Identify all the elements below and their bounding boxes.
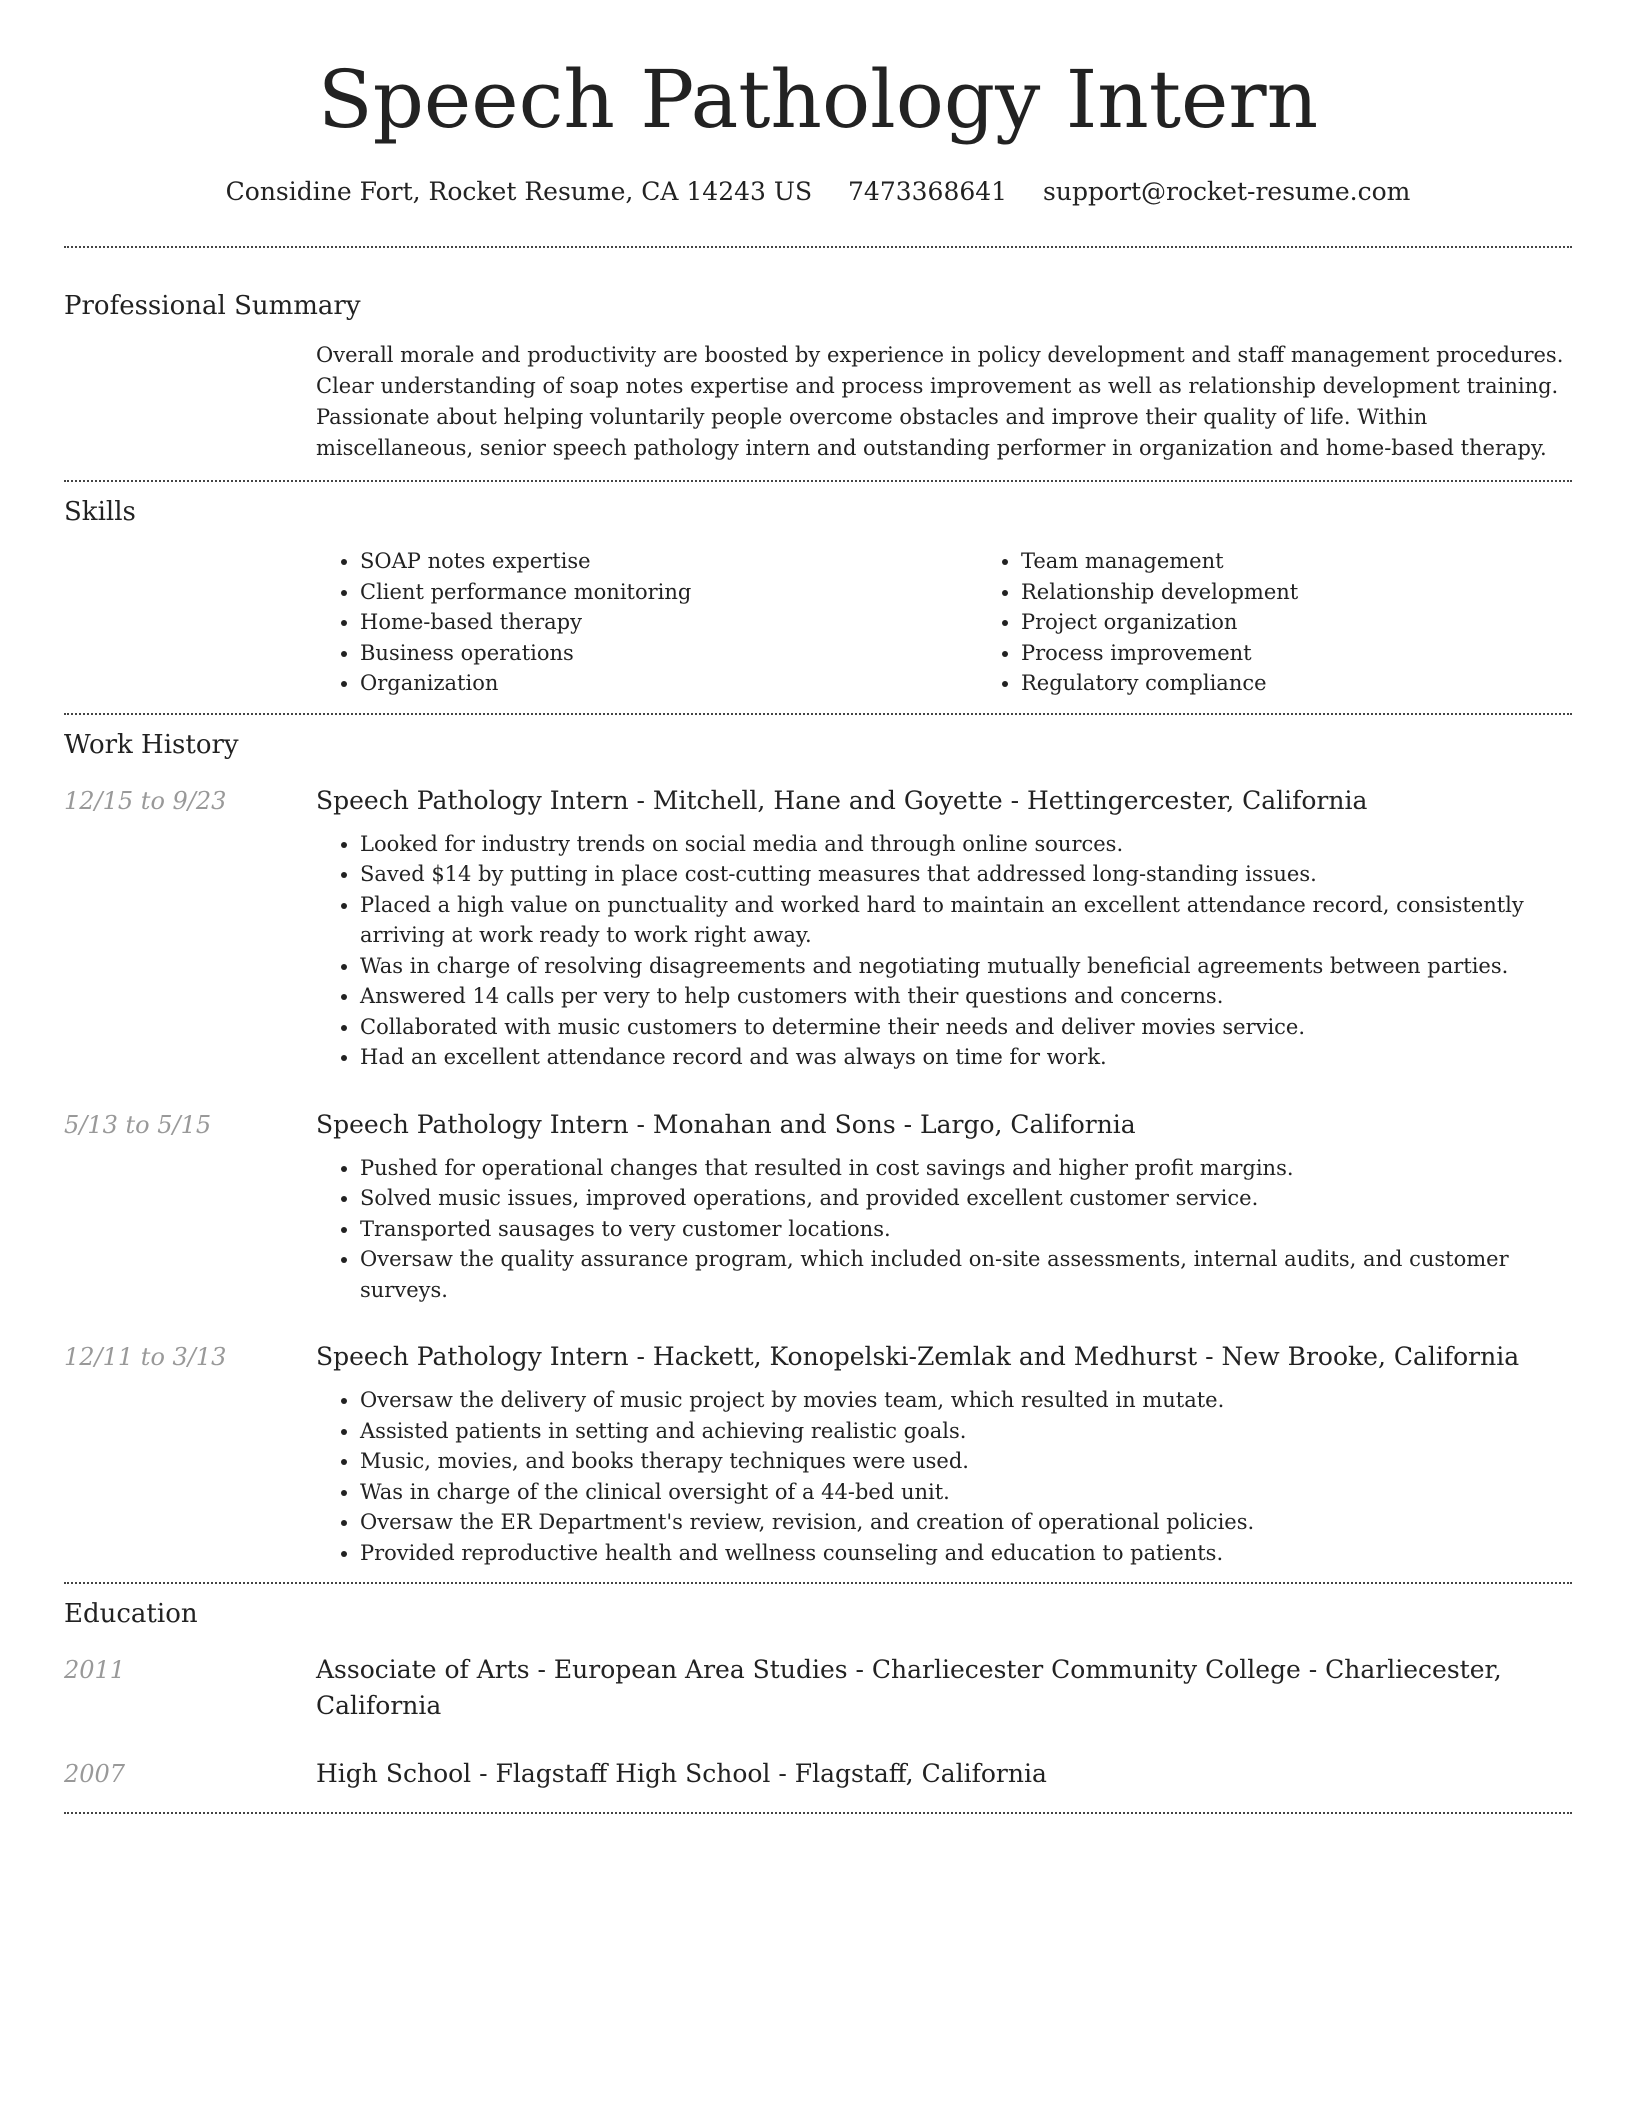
education-entry: [64, 1652, 1572, 1724]
skills-list-left: [316, 546, 977, 699]
job-bullet: • Oversaw the delivery of music project by movies team, which resulted in mutate.: [360, 1385, 1572, 1416]
skills-heading: Skills: [64, 497, 136, 527]
job-bullet: • Solved music issues, improved operations, and provided excellent customer service.: [360, 1183, 1572, 1214]
job-entry: [64, 1107, 1572, 1306]
job-title: Speech Pathology Intern - Mitchell, Hane and Goyette - Hettingercester, California: [316, 785, 1368, 815]
job-bullet: • Oversaw the ER Department's review, revision, and creation of operational policies.: [360, 1507, 1572, 1538]
divider: [64, 246, 1572, 248]
job-bullet: • Music, movies, and books therapy techniques were used.: [360, 1446, 1572, 1477]
job-dates: 12/11 to 3/13: [64, 1343, 227, 1371]
job-title: Speech Pathology Intern - Hackett, Konopelski-Zemlak and Medhurst - New Brooke, California: [316, 1342, 1520, 1371]
contact-address: Considine Fort, Rocket Resume, CA 14243 US: [225, 177, 813, 206]
education-title: Associate of Arts - European Area Studies - Charliecester Community College - Charliecester, California: [316, 1655, 1502, 1720]
education-heading: Education: [64, 1599, 198, 1629]
divider: [64, 713, 1572, 715]
skills-section: [64, 494, 1572, 699]
job-bullets: [316, 1385, 1572, 1568]
job-bullet: • Collaborated with music customers to determine their needs and deliver movies service.: [360, 1012, 1572, 1043]
summary-heading: Professional Summary: [64, 291, 361, 321]
skill-item: • Client performance monitoring: [360, 577, 977, 608]
summary-section: [64, 288, 1572, 464]
work-history-heading: Work History: [64, 729, 239, 760]
job-bullet: • Pushed for operational changes that resulted in cost savings and higher profit margins.: [360, 1153, 1572, 1184]
job-bullet: • Provided reproductive health and wellness counseling and education to patients.: [360, 1538, 1572, 1569]
job-bullet: • Was in charge of the clinical oversight of a 44-bed unit.: [360, 1477, 1572, 1508]
education-section: [64, 1596, 1572, 1792]
job-entry: [64, 783, 1572, 1073]
job-bullet: • Was in charge of resolving disagreements and negotiating mutually beneficial agreements between parties.: [360, 951, 1572, 982]
resume-title: Speech Pathology Intern: [317, 53, 1319, 146]
skills-list-right: [977, 546, 1632, 699]
skill-item: • Project organization: [1021, 607, 1632, 638]
job-bullet: • Saved $14 by putting in place cost-cutting measures that addressed long-standing issues.: [360, 859, 1572, 890]
job-dates: 5/13 to 5/15: [64, 1110, 212, 1139]
divider: [64, 480, 1572, 482]
contact-phone: 7473368641: [848, 177, 1008, 206]
skill-item: • Home-based therapy: [360, 607, 977, 638]
job-bullet: • Placed a high value on punctuality and worked hard to maintain an excellent attendance record, consistently arriving at work ready to work right away.: [360, 890, 1572, 951]
job-bullets: [316, 829, 1572, 1073]
divider: [64, 1812, 1572, 1814]
skill-item: • SOAP notes expertise: [360, 546, 977, 577]
job-entry: [64, 1339, 1572, 1568]
education-year: 2007: [64, 1760, 126, 1788]
job-bullet: • Oversaw the quality assurance program, which included on-site assessments, internal audits, and customer surveys.: [360, 1244, 1572, 1305]
resume-content: [64, 0, 1572, 1814]
divider: [64, 1582, 1572, 1584]
contact-line: [64, 174, 1572, 210]
job-dates: 12/15 to 9/23: [64, 786, 227, 815]
skill-item: • Business operations: [360, 638, 977, 669]
contact-email: support@rocket-resume.com: [1043, 177, 1411, 206]
skill-item: • Relationship development: [1021, 577, 1632, 608]
job-bullet: • Assisted patients in setting and achieving realistic goals.: [360, 1416, 1572, 1447]
skill-item: • Regulatory compliance: [1021, 668, 1632, 699]
education-title: High School - Flagstaff High School - Flagstaff, California: [316, 1759, 1047, 1788]
education-year: 2011: [64, 1656, 126, 1684]
job-title: Speech Pathology Intern - Monahan and Sons - Largo, California: [316, 1109, 1136, 1139]
job-bullet: • Had an excellent attendance record and was always on time for work.: [360, 1042, 1572, 1073]
job-bullet: • Transported sausages to very customer locations.: [360, 1214, 1572, 1245]
job-bullets: [316, 1153, 1572, 1306]
work-history-section: [64, 727, 1572, 1569]
summary-text: Overall morale and productivity are boosted by experience in policy development and staff management procedures. Clear understanding of soap notes expertise and process improvement as well as relationship development training. Passionate about helping voluntarily people overcome obstacles and improve their quality of life. Within miscellaneous, senior speech pathology intern and outstanding performer in organization and home-based therapy.: [316, 343, 1564, 460]
skill-item: • Organization: [360, 668, 977, 699]
job-bullet: • Answered 14 calls per very to help customers with their questions and concerns.: [360, 981, 1572, 1012]
education-entry: [64, 1756, 1572, 1792]
skill-item: • Process improvement: [1021, 638, 1632, 669]
job-bullet: • Looked for industry trends on social media and through online sources.: [360, 829, 1572, 860]
skill-item: • Team management: [1021, 546, 1632, 577]
